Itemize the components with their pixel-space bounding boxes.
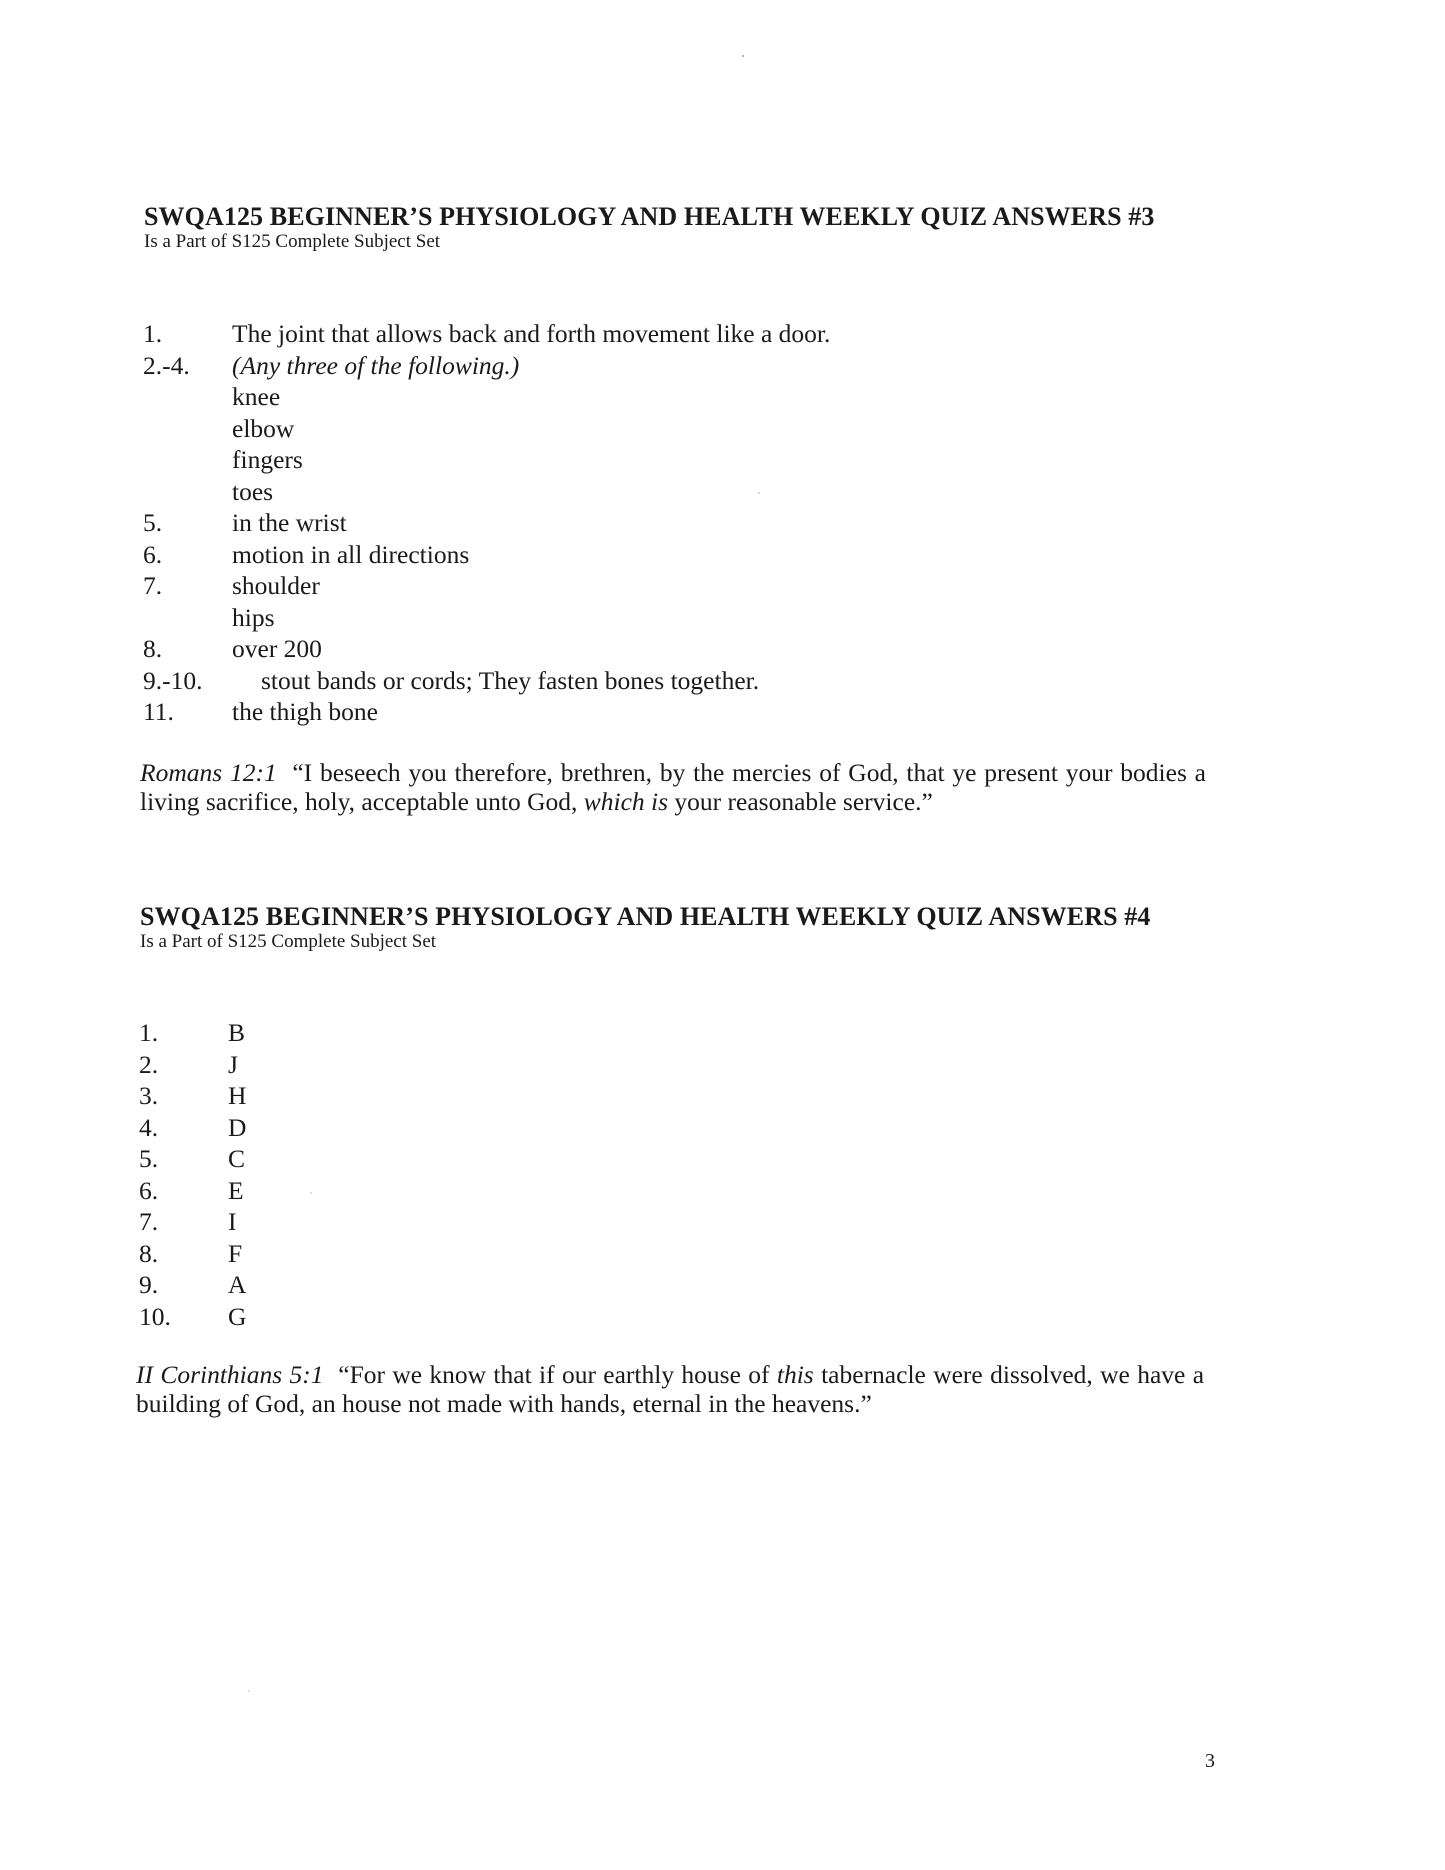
question-number: 11. [143,697,174,726]
scan-speck [742,55,744,57]
answer-letter: G [228,1301,247,1331]
answer-letter: C [228,1144,246,1173]
verse-italic-text: which is [583,787,669,816]
question-number: 6. [143,539,163,569]
question-number: 5. [139,1144,159,1173]
list-item [139,1301,539,1333]
list-item [139,1269,539,1301]
answer-text: stout bands or cords; They fasten bones together. [261,665,760,695]
list-item [143,413,1243,445]
list-item [139,1143,539,1175]
question-number: 8. [143,634,163,663]
quiz3-verse [140,758,1206,816]
list-item [139,1175,539,1207]
list-item [143,318,1243,350]
answer-text: over 200 [232,634,322,663]
question-number: 1. [143,319,163,348]
answer-letter: F [228,1238,243,1268]
answer-letter: H [228,1081,247,1110]
verse-text: “For we know that if our earthly house of [338,1360,770,1389]
question-number: 7. [143,571,163,600]
list-item [139,1017,539,1049]
verse-italic-text: this [776,1360,814,1389]
list-item [143,381,1243,413]
question-number: 6. [139,1175,159,1205]
quiz4-title: SWQA125 BEGINNER’S PHYSIOLOGY AND HEALTH WEEKLY QUIZ ANSWERS #4 [140,902,1151,931]
question-number: 4. [139,1112,159,1142]
verse-reference: Romans 12:1 [140,758,277,787]
question-number: 5. [143,508,163,537]
list-item [139,1238,539,1270]
question-number: 7. [139,1207,159,1236]
question-number: 1. [139,1018,159,1047]
question-number: 2. [139,1049,159,1079]
quiz3-title: SWQA125 BEGINNER’S PHYSIOLOGY AND HEALTH WEEKLY QUIZ ANSWERS #3 [144,202,1155,231]
verse-text: “I beseech you therefore, brethren, by the mercies of God, that ye present your bodies a living sacrifice, holy, acceptable unto God, [140,758,1206,816]
list-item [139,1206,539,1238]
question-number: 9.-10. [143,665,203,695]
question-number: 9. [139,1270,159,1299]
answer-text: motion in all directions [232,539,470,569]
answer-text: the thigh bone [232,697,378,726]
answer-text: The joint that allows back and forth movement like a door. [232,319,831,348]
answer-letter: J [228,1049,238,1079]
page-number: 3 [1205,1750,1215,1772]
question-number: 3. [139,1081,159,1110]
answer-text: toes [232,476,274,506]
verse-text: your reasonable service.” [674,787,933,816]
list-item [143,507,1243,539]
verse-text: tabernacle were dissolved, we have a building of God, an house not made with hands, eternal in the heavens.” [136,1360,1205,1418]
list-item [143,444,1243,476]
answer-letter: B [228,1018,246,1047]
answer-text: in the wrist [232,508,347,537]
answer-text: elbow [232,413,295,443]
quiz4-subtitle: Is a Part of S125 Complete Subject Set [140,931,437,952]
verse-reference: II Corinthians 5:1 [136,1360,324,1389]
answer-text: knee [232,382,281,411]
list-item [143,602,1243,634]
answer-letter: E [228,1175,244,1205]
list-item [143,633,1243,665]
quiz3-answer-list [143,318,1243,728]
answer-text: fingers [232,445,303,474]
question-number: 2.-4. [143,350,190,380]
answer-letter: I [228,1207,237,1236]
question-number: 10. [139,1301,171,1331]
list-item [143,476,1243,508]
answer-text: (Any three of the following.) [232,350,520,380]
list-item [143,539,1243,571]
scan-speck [248,1690,250,1692]
answer-text: shoulder [232,571,320,600]
quiz4-verse [136,1360,1204,1418]
answer-text: hips [232,602,275,632]
list-item [143,350,1243,382]
list-item [139,1080,539,1112]
list-item [139,1112,539,1144]
answer-letter: A [228,1270,247,1299]
list-item [143,665,1243,697]
list-item [139,1049,539,1081]
quiz3-subtitle: Is a Part of S125 Complete Subject Set [144,231,441,252]
list-item [143,570,1243,602]
question-number: 8. [139,1238,159,1268]
list-item [143,696,1243,728]
quiz4-answer-list [139,1017,539,1332]
answer-letter: D [228,1112,247,1142]
